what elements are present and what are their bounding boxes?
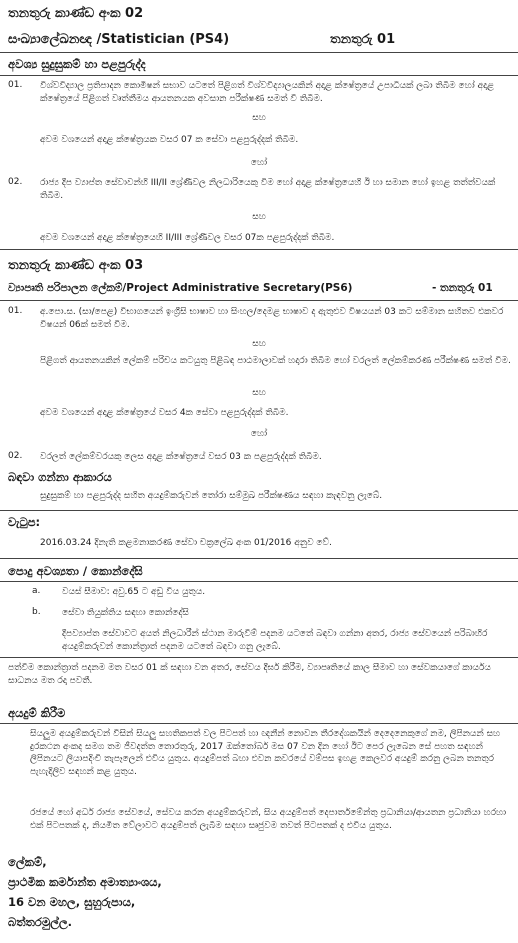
divider (0, 52, 518, 53)
qualification-text: වරලත් ලේකම්වරයකු ලෙස අදාළ ක්ෂේත්‍රයේ වසර 03 ක පළපුරුද්දක් තිබීම. (40, 452, 322, 462)
signature-title: ලේකම්, (8, 855, 47, 869)
qualification-text: රාජ්‍ය දීප ව්‍යාප්ත සේවාවන්හි III/II ශ්‍රේණිවල නිලධාරියෙකු විම හෝ අදාළ ක්ෂේත්‍රයෙහි ඊ හා සමාන හෝ ඉහළ තත්ත්වයක් තිබීම. (40, 178, 496, 201)
signature-city: බත්තරමුල්ල. (8, 915, 73, 929)
recruitment-text: සුදුසුකම් හා පළපුරුද්ද සහිත අයදුම්කරුවන් තෝරා සම්මුඛ පරීක්ෂණය සඳහා කැඳවනු ලැබේ. (40, 491, 383, 501)
section1-title: තනතුරු කාණ්ඩ අංක 02 (8, 6, 144, 21)
conjunction-and: සහ (252, 212, 266, 222)
qualification-text: විශ්වවිද්‍යාල ප්‍රතිපාදන කොමිෂන් සභාව යටතේ පිළිගත් විශ්වවිද්‍යාලයකින් අදාළ ක්ෂේත්‍රයේ උපාධියක් ලබා තිබීම හෝ අදාළ ක්ෂේත්‍රයේ පිළිගත් වෘත්තීමය ආයතනයක අවසාන පරීක්ෂණ සමත් වී තිබීම. (40, 81, 494, 104)
item-number: 01. (8, 306, 23, 316)
conjunction-and: සහ (252, 388, 266, 398)
qualifications-heading: අවශ්‍ය සුදුසුකම් හා පළපුරුද්ද (8, 57, 146, 71)
signature-address-line: 16 වන මහල, සුහුරුපාය, (8, 895, 136, 909)
item-number: 02. (8, 451, 23, 461)
item-letter: a. (32, 586, 41, 596)
government-applicants-note: රජයේ හෝ අර්ධ රාජ්‍ය සේවයේ, සේවය කරන අයදුම්කරුවන්, සිය අයදුම්පත් දෙපාර්තමේන්තු ප්‍රධානියා/ආයතන ප්‍රධානියා හරහා එක් පිටපතක් ද, නියමිත වේලාවට අයදුම්පත් ලැබීම සඳහා සෘජුවම තවත් පිටපතක් ද එවිය යුතුය. (30, 808, 507, 831)
qualification-text: අ.පො.ස. (සා/පෙළ) විභාගයෙන් ඉංග්‍රීසි භාෂාව හා සිංහල/දෙමළ භාෂාව ද ඇතුළුව විෂයයන් 03 කට සම්මාන සහිතව එකවර විෂයන් 06ක් සමත් විම. (40, 307, 504, 330)
divider (0, 581, 518, 582)
conjunction-or: හෝ (250, 429, 268, 439)
conjunction-or: හෝ (250, 158, 268, 168)
signature-ministry: ප්‍රාථමික කර්මාන්ත අමාත්‍යාංශය, (8, 875, 162, 889)
salary-text: 2016.03.24 දිනැති කළමනාකරණ සේවා චක්‍රලේඛ අංක 01/2016 අනුව වේ. (40, 538, 332, 548)
conjunction-and: සහ (252, 113, 266, 123)
qualification-text: අවම වශයෙන් අදාළ ක්ෂේත්‍රයක වසර 07 ක සේවා පළපුරුද්දක් තිබීම. (40, 135, 299, 145)
age-limit-text: වයස් සීමාව: අවු.65 ට අඩු විය යුතුය. (62, 587, 206, 597)
section2-title: තනතුරු කාණ්ඩ අංක 03 (8, 258, 144, 273)
section1-post-name: සංඛ්‍යාලේඛනඥ /Statistician (PS4) (8, 32, 230, 47)
conjunction-and: සහ (252, 339, 266, 349)
item-number: 01. (8, 80, 23, 90)
divider (0, 657, 518, 658)
section2-post-count: - තනතුරු 01 (432, 282, 493, 294)
divider (0, 300, 518, 301)
general-heading: පොදු අවශ්‍යතා / කොන්දේසි (8, 564, 143, 578)
section1-post-count: තනතුරු 01 (330, 32, 396, 47)
recruitment-heading: බඳවා ගන්නා ආකාරය (8, 470, 112, 484)
section2-post-name: ව්‍යාපෘති පරිපාලන ලේකම්/Project Administrative Secretary(PS6) (8, 282, 353, 294)
employment-conditions-title: සේවා තියුක්තිය සඳහා කොන්දේසි (62, 608, 189, 618)
application-instructions: සියලුම අයදුම්කරුවන් විසින් සියලු සහතිකපත් වල පිටපත් හා ඥනීන් නොවන තීරදේශකයින් දෙදෙනෙකුගේ නම, ලිපිනයන් සහ දුරකථන අංකද සමග තම ජීවදත්ත තොරතුරු, 2017 ඔක්තෝබර් මස 07 වන දින හෝ ඊට පෙර ලැබෙන සේ පහත සඳහන් ලිපිනයට ලියාපදිංචි තැපෑලෙන් එවිය යුතුය. අයදුම්පත් බහා එවන කවරයේ වම්පස ඉහළ කෙලවර අයදුම් කරනු ලබන තනතුර පැහැදිලිව සඳහන් කළ යුතුය. (30, 729, 501, 777)
qualification-text: අවම වශයෙන් අදාළ ක්ෂේත්‍රයෙහි II/III ශ්‍රේණිවල වසර 07ක පළපුරුද්දක් තිබීම. (40, 233, 335, 243)
divider (0, 249, 518, 250)
divider (0, 558, 518, 559)
item-number: 02. (8, 177, 23, 187)
divider (0, 723, 518, 724)
qualification-text: අවම වශයෙන් අදාළ ක්ෂේත්‍රයේ වසර 4ක සේවා පළපුරුද්දක් තිබීම. (40, 408, 289, 418)
divider (0, 75, 518, 76)
item-letter: b. (32, 607, 41, 617)
salary-heading: වැටුප: (8, 515, 41, 529)
application-heading: අයදුම් කිරීම (8, 706, 66, 720)
qualification-text: පිළිගත් ආයතනයකින් ලේකම් පරිචය කටයුතු පිළිබඳ පාඨමාලාවක් හදාරා තිබීම හෝ වරලත් ලේකම්කරණ පරීක්ෂණ සමත් විම. (40, 356, 511, 366)
contract-note: පත්වීම කොන්ත්‍රාත් පදනම මත වසර 01 ක් සඳහා වන අතර, සේවය දීර්ඝ කිරීම, ව්‍යාපෘතියේ කාල සීමාව හා සේවකයාගේ කාර්යය සාධනය මත රදා පවතී. (8, 663, 491, 686)
employment-conditions-text: දීපව්‍යාප්ත සේවාවට අයත් නිලධාරීන් ස්ථාන මාරුවීම් පදනම යටතේ බඳවා ගන්නා අතර, රාජ්‍ය සේවයෙන් පරිබාහිර අයදුම්කරුවන් කොන්ත්‍රාත් පදනම යටතේ බඳවා ගනු ලැබේ. (62, 629, 488, 652)
divider (0, 510, 518, 511)
